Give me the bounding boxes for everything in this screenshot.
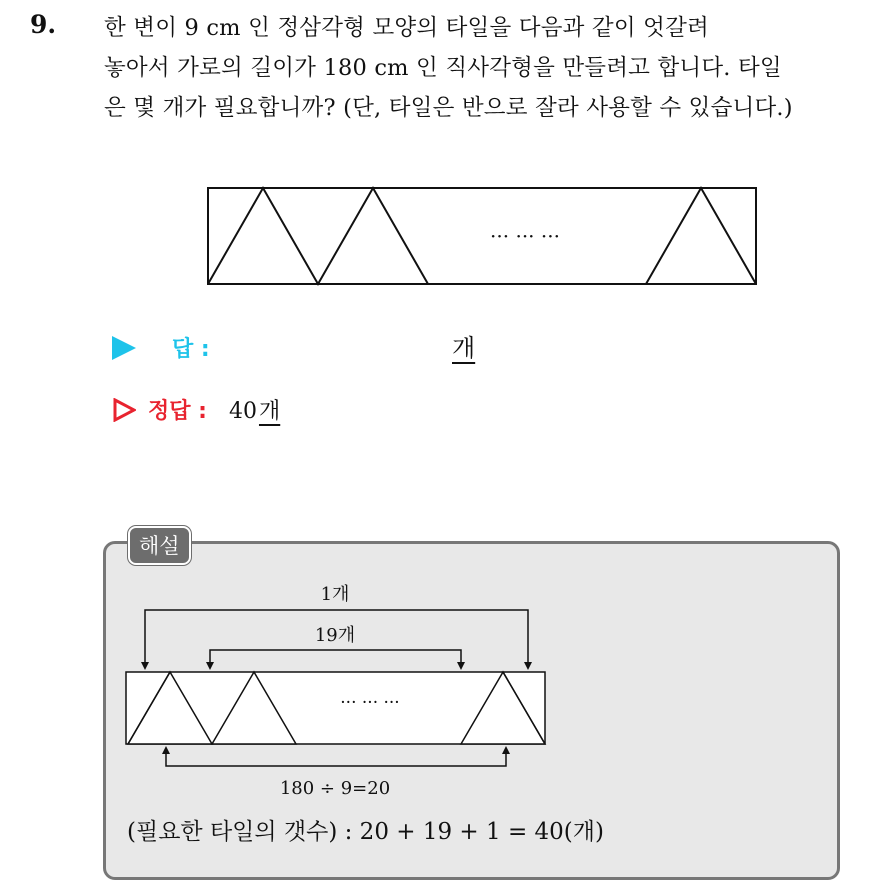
label-bottom-calc: 180 ÷ 9=20 <box>279 778 391 799</box>
play-arrow-icon <box>112 336 136 360</box>
question-text <box>104 8 864 128</box>
question-line-2: 놓아서 가로의 길이가 180 cm 인 직사각형을 만들려고 합니다. 타일 <box>104 55 782 81</box>
explanation-figure <box>120 580 560 810</box>
explanation-tag: 해설 <box>128 526 191 565</box>
tile-figure <box>205 185 761 289</box>
correct-answer-unit: 개 <box>258 399 281 424</box>
correct-answer-value-wrap <box>229 394 280 425</box>
question-line-3: 은 몇 개가 필요합니까? (단, 타일은 반으로 잘라 사용할 수 있습니다.) <box>104 95 793 121</box>
correct-answer-label: 정답 : <box>148 399 207 424</box>
label-one-tile: 1개 <box>320 584 350 605</box>
bracket-bottom <box>166 750 506 766</box>
label-nineteen-tiles: 19개 <box>314 625 356 646</box>
answer-row <box>112 332 210 363</box>
tile-ellipsis: ··· ··· ··· <box>490 224 560 248</box>
answer-unit: 개 <box>452 334 476 362</box>
answer-label: 답 : <box>172 337 210 362</box>
explanation-ellipsis: ··· ··· ··· <box>340 693 400 713</box>
bracket-nineteen-tiles <box>210 650 461 668</box>
correct-answer-row <box>112 394 280 425</box>
outline-arrow-icon <box>112 398 136 422</box>
explanation-formula: (필요한 타일의 갯수) : 20 + 19 + 1 = 40(개) <box>127 819 604 845</box>
correct-answer-value: 40 <box>228 399 257 424</box>
question-number: 9. <box>30 10 57 39</box>
question-line-1: 한 변이 9 cm 인 정삼각형 모양의 타일을 다음과 같이 엇갈려 <box>104 15 709 41</box>
